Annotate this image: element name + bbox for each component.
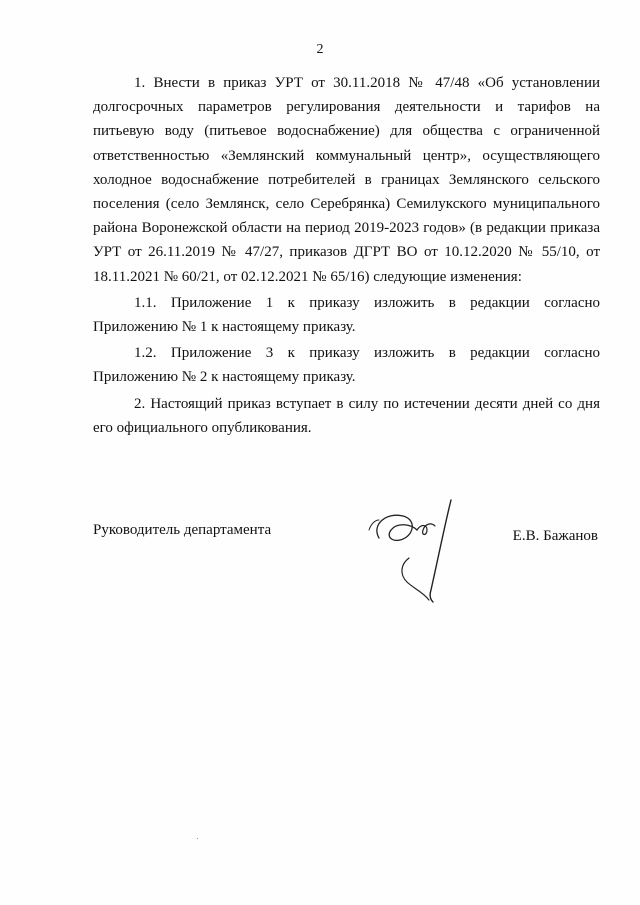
paragraph-line: 2. Настоящий приказ вступает в силу по истечении десяти дней со дня <box>134 395 600 412</box>
paragraph-line: питьевую воду (питьевое водоснабжение) для общества с ограниченной <box>93 123 600 140</box>
paragraph-line: 1.1. Приложение 1 к приказу изложить в редакции согласно <box>134 294 600 311</box>
paragraph-item-1-1 <box>93 291 600 339</box>
paragraph-line: долгосрочных параметров регулирования деятельности и тарифов на <box>93 99 600 116</box>
paragraph-item-1-2 <box>93 341 600 389</box>
paragraph-item-2 <box>93 392 600 440</box>
signer-title: Руководитель департамента <box>93 522 272 538</box>
paragraph-line: Приложению № 1 к настоящему приказу. <box>93 319 356 336</box>
paragraph-line: поселения (село Землянск, село Серебрянка) Семилукского муниципального <box>93 196 600 213</box>
paragraph-line: холодное водоснабжение потребителей в границах Землянского сельского <box>93 171 600 188</box>
scan-speck <box>197 838 198 839</box>
page-number: 2 <box>316 42 324 57</box>
signature-block <box>93 522 598 552</box>
signer-name: Е.В. Бажанов <box>512 528 598 544</box>
handwritten-signature <box>365 494 455 606</box>
paragraph-item-1 <box>93 71 600 289</box>
paragraph-line: 1. Внести в приказ УРТ от 30.11.2018 № 47/48 «Об установлении <box>134 75 600 91</box>
paragraph-line: ответственностью «Землянский коммунальный центр», осуществляющего <box>93 147 600 164</box>
paragraph-line: УРТ от 26.11.2019 № 47/27, приказов ДГРТ ВО от 10.12.2020 № 55/10, от <box>93 244 600 261</box>
paragraph-line: 1.2. Приложение 3 к приказу изложить в редакции согласно <box>134 345 600 362</box>
paragraph-line: Приложению № 2 к настоящему приказу. <box>93 369 356 386</box>
paragraph-line: района Воронежской области на период 2019-2023 годов» (в редакции приказа <box>93 220 600 237</box>
paragraph-line: его официального опубликования. <box>93 419 312 436</box>
paragraph-line: 18.11.2021 № 60/21, от 02.12.2021 № 65/16) следующие изменения: <box>93 268 522 285</box>
document-body <box>93 71 600 440</box>
